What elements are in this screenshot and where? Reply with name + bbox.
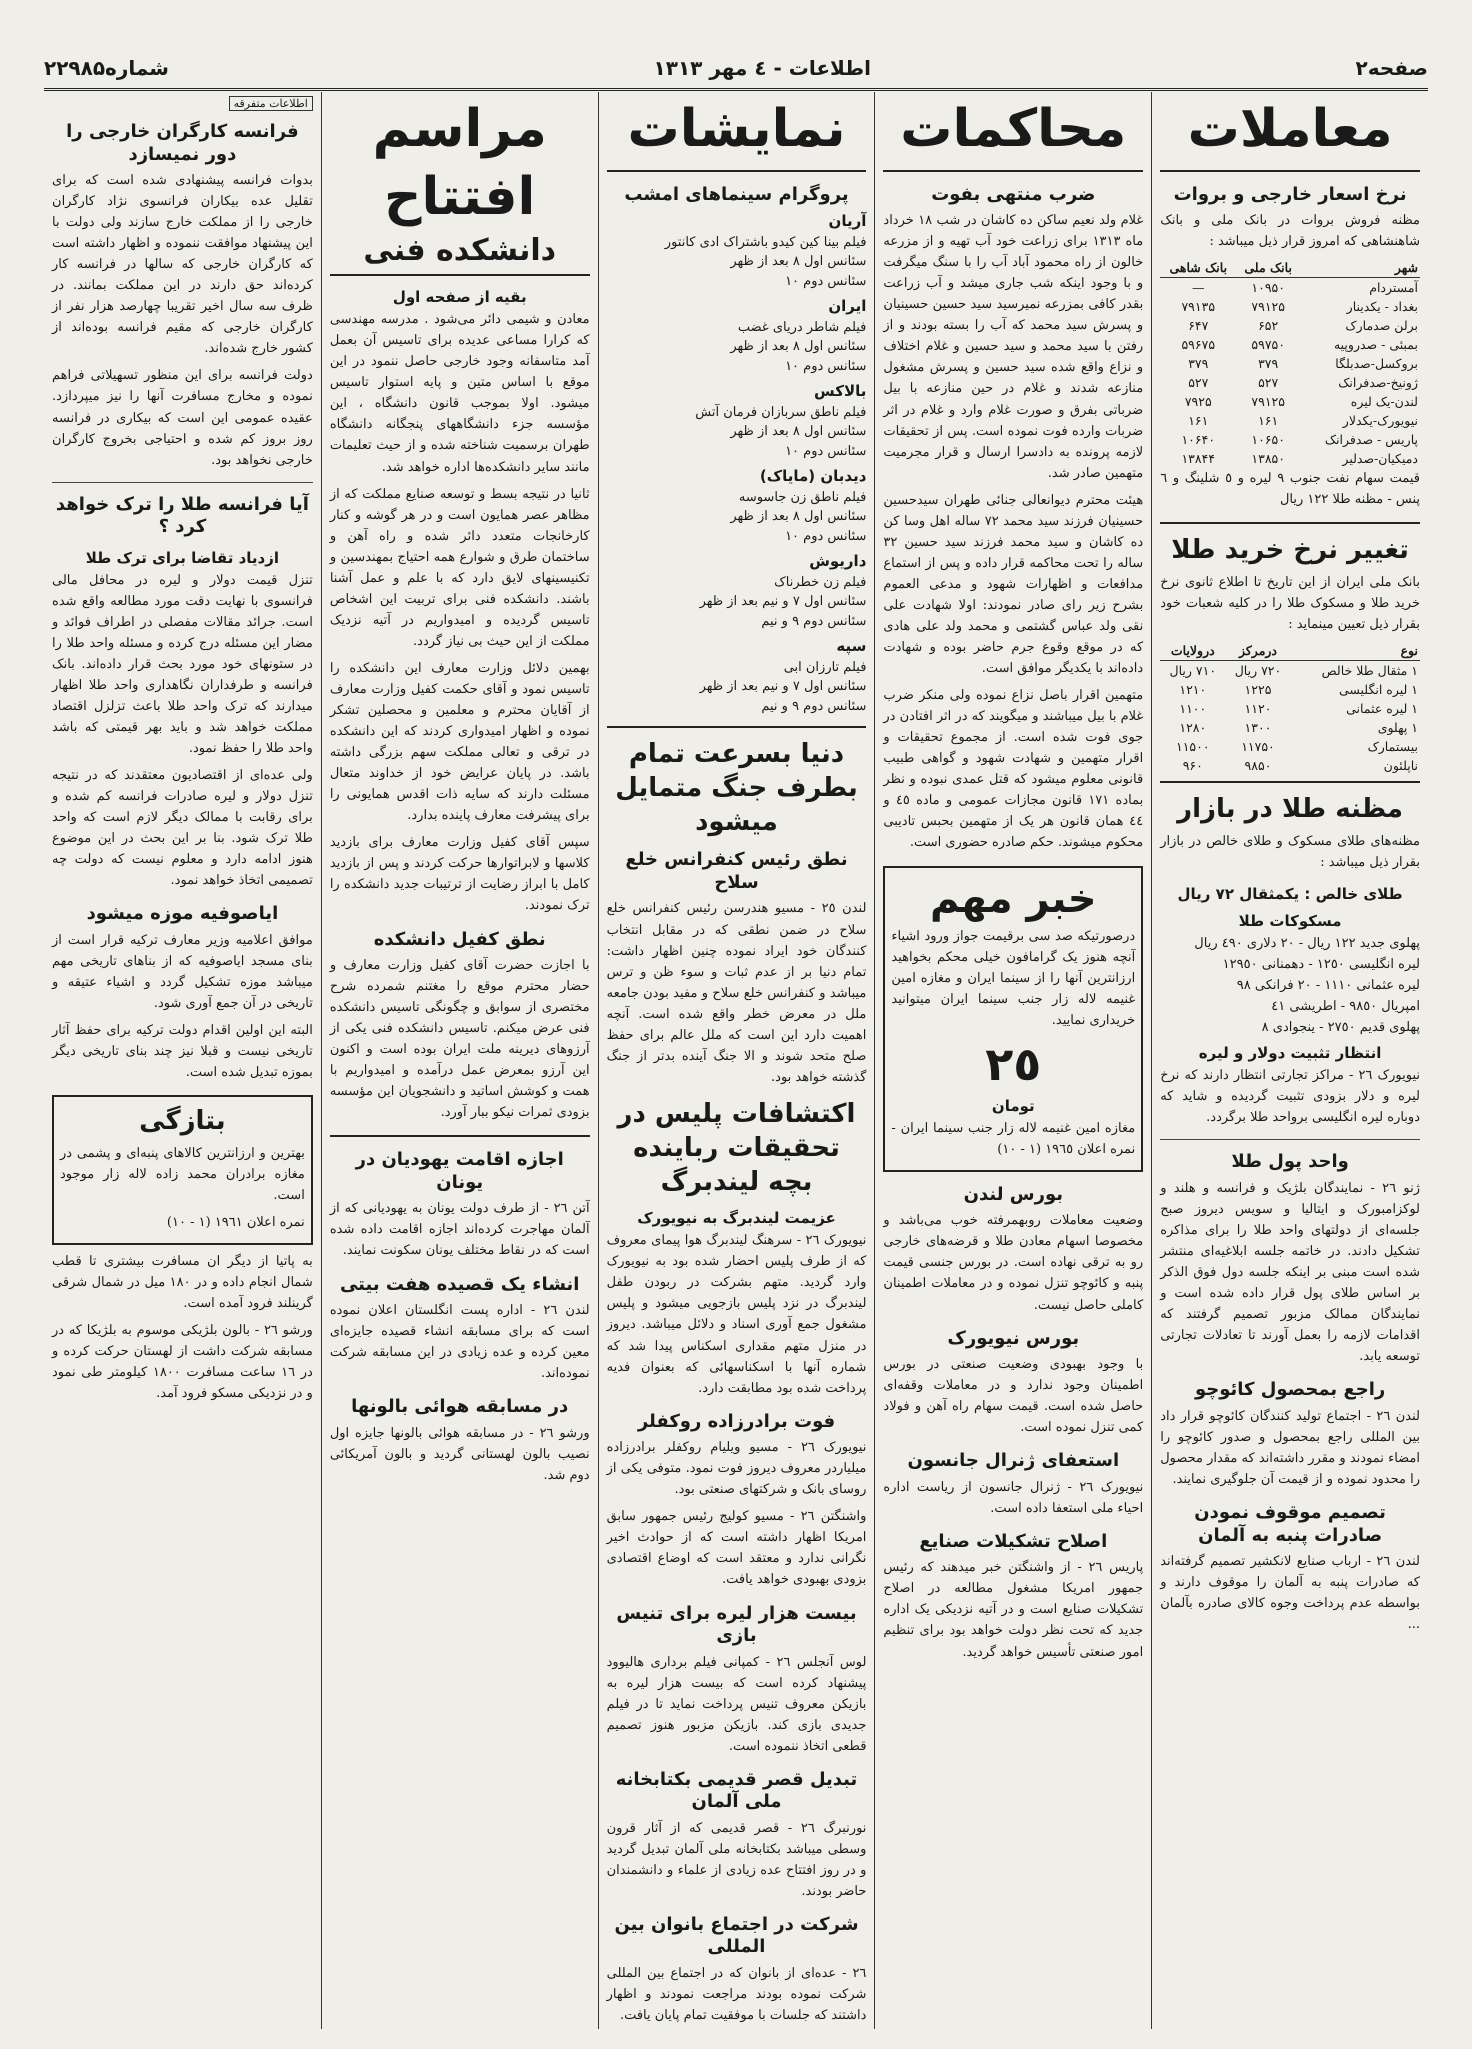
- table-cell: ۱۲۲۵: [1244, 682, 1272, 698]
- table-cell: —: [1192, 280, 1205, 296]
- table-cell: نیویورک-یکدلار: [1342, 413, 1418, 429]
- cinema-name: دیدبان (مایاک): [759, 467, 867, 486]
- table-cell: بمبئی - صدروپیه: [1333, 337, 1418, 353]
- cinema-film: فیلم تارزان ابی: [783, 659, 867, 675]
- ad-price-label: تومان: [991, 1096, 1035, 1115]
- cinema-s1: سئانس اول ۸ بعد از ظهر: [730, 339, 867, 355]
- unit-text: ژنو ٢٦ - نمایندگان بلژیک و فرانسه و هلند و لوکزامبورک و ایتالیا و سویس دیروز صبح جلسه‌ای از دولتهای واحد طلا را برای مذاکره تشکیل دادند. در خاتمه جلسه ابلاغیه‌ای منتشر شده است مبنی بر اینکه جلسه دول فوق الذکر بر اساس طلای پول قرار داده شده است و نمایندگان ممالک مزبور تصمیم گرفتند که اقدامات لازمه را بعمل آورند تا تعادلات تجارتی توسعه یابد.: [1160, 1180, 1420, 1365]
- trial-story-text: هیئت محترم دیوانعالی جنائی طهران سیدحسین حسینیان فرزند سید محمد ٧٢ ساله اهل وسا کن ده کاشان و سید محمد فرزند سید حسین ٣٢ ساله را تحت محاکمه قرار داده و پس از استماع مدافعات و اظهارات شهود و مدعی العموم بشرح زیر رای صادر نمودند: اولا شهادت علی نقی ولد عباس گشتمی و محمد ولد علی هادی که در موقع وقوع جرم حاضر بوده و شهادت داده‌اند با یکدیگر موافق است.: [883, 492, 1144, 677]
- ceremony-text: سپس آقای کفیل وزارت معارف برای بازدید کلاسها و لابراتوارها حرکت کردند و پس از بازدید کامل با ابراز رضایت از ترتیبات جدید دانشکده را ترک نمودند.: [329, 835, 590, 914]
- gold-rates-table: [1160, 641, 1420, 775]
- ad-footer: نمره اعلان ١٩٦١ (١ - ١٠): [166, 1215, 305, 1231]
- resign-text: نیویورک ٢٦ - ژنرال جانسون از ریاست اداره احیاء ملی استعفا داده است.: [883, 1479, 1144, 1516]
- table-cell: ۷۱۰ ریال: [1169, 663, 1217, 679]
- cotton-title: تصمیم موقوف نمودن صادرات پنبه به آلمان: [1194, 1502, 1386, 1546]
- table-row: [1160, 278, 1420, 298]
- greece-text: آتن ٢٦ - از طرف دولت یونان به یهودیانی که از آلمان مهاجرت کرده‌اند اجازه اقامت داده شده است که در نقاط مختلف یونان سکونت نمایند.: [329, 1201, 590, 1259]
- cinema-film: فیلم بینا کین کیدو باشتراک ادی کانتور: [664, 234, 867, 250]
- table-row: [1160, 354, 1420, 373]
- table-row: [1160, 411, 1420, 430]
- cinema-s2: سئانس دوم ۱۰: [785, 528, 867, 544]
- table-cell: ۵۲۷: [1188, 375, 1209, 391]
- speech-text: با اجازت حضرت آقای کفیل وزارت معارف و حضار محترم موقع را مغتنم شمرده شرح مختصری از سوابق و چگونگی تاسیس دانشکده فنی عرض میکنم. تاسیس دانشکده فنی یکی از آرزوهای دیرینه ملت ایران بوده است و اکنون این آرزو بمعرض عمل درآمده و امیدواریم با همت و کوشش اساتید و دانشجویان این مؤسسه بزودی ثمرات نیکو ببار آورد.: [329, 958, 590, 1121]
- palace-text: نورنبرگ ٢٦ - قصر قدیمی که از آثار قرون وسطی میباشد بکتابخانه ملی آلمان تبدیل گردید و در روز افتتاح عده زیادی از علماء و دانشمندان حاضر بودند.: [606, 1820, 867, 1899]
- table-cell: ۱۲۸۰: [1179, 720, 1207, 736]
- cinema-name: سپه: [836, 637, 867, 656]
- trial-story-text: متهمین اقرار باصل نزاع نموده ولی منکر ضرب غلام با بیل میباشند و میگویند که در اثر افتادن در جوی فوت شده است. از مجموع تحقیقات و اقرار متهمین و شهادت شهود و گواهی طبیب قانونی معلوم میشود که قتل عمدی نبوده و نظر بماده ١٧١ قانون مجازات عمومی و ماده ٤٥ و ٤٤ همان قانون هر یک از متهمین بحبس تادیبی محکوم میشوند. حکم صادره حضوری است.: [883, 688, 1144, 851]
- coin-price: پهلوی جدید ١٢٢ ریال - ٢٠ دلاری ٤٩٠ ریال: [1194, 936, 1420, 952]
- table-cell: ۱۱۰۰: [1179, 701, 1207, 717]
- poem-title: انشاء یک قصیده هفت بیتی: [339, 1273, 580, 1295]
- table-row: [1160, 737, 1420, 756]
- table-cell: ۶۵۲: [1258, 318, 1279, 334]
- coin-price: امپریال ٩٨٥٠ - اطریشی ٤١: [1271, 999, 1420, 1015]
- misc-story-text: به پاتیا از دیگر ان مسافرت بیشتری تا قطب شمال انجام داده و در ۱۸۰ میل در شمال شرقی گرینلند فرود آمده است.: [52, 1254, 313, 1312]
- cinema-listing: [607, 380, 867, 461]
- trial-story-title: ضرب منتهی بفوت: [931, 183, 1096, 205]
- ceremony-text: بهمین دلائل وزارت معارف این دانشکده را تاسیس نمود و آقای حکمت کفیل وزارت معارف از آقایان محترم و معلمین و محصلین تشکر نموده و اظهار امیدواری کردند که این دانشکده در ترقی و تعالی مملکت سهم بزرگی داشته باشد. در پایان عرایض خود از خداوند متعال مسئلت دارند که سایه ذات اقدس همایونی را برای پیشرفت معارف پاینده بدارد.: [329, 660, 590, 824]
- column-trials: [874, 92, 1151, 2029]
- cinema-name: آریان: [828, 212, 867, 231]
- cinema-s2: سئانس دوم ۱۰: [785, 358, 867, 374]
- column-title-transactions: معاملات: [1160, 96, 1420, 172]
- cinema-name: داریوش: [809, 552, 867, 571]
- cinema-listing: [607, 295, 867, 376]
- table-cell: ۷۹۲۵: [1184, 394, 1212, 410]
- table-header: بانک شاهی: [1160, 258, 1236, 278]
- table-row: [1160, 392, 1420, 411]
- rates-note: قیمت سهام نفت جنوب ٩ لیره و ٥ شلینگ و ٦ پنس - مظنه طلا ١٢٢ ریال: [1160, 471, 1420, 508]
- cinema-s2: سئانس دوم ۱۰: [785, 443, 867, 459]
- cinema-listing: [607, 550, 867, 631]
- ceremony-text: ثانیا در نتیجه بسط و توسعه صنایع مملکت که از مظاهر عصر همایون است و در هر گوشه و کنار کارخانجات متعدد دائر شده و راه آهن و ساختمان طرق و شوارع همه احتیاج بمهندسین و تکنیسینهای لایق دارد که با علم و عمل آشنا باشند. دانشکده فنی برای تربیت این اشخاص تاسیس گردیده و امیدواریم در آتیه نزدیک مملکت از این حیث بی نیاز گردد.: [329, 486, 590, 649]
- war-headline: دنیا بسرعت تمام بطرف جنگ متمایل میشود: [615, 739, 858, 837]
- masthead: [44, 48, 1428, 91]
- table-header: درولایات: [1160, 641, 1225, 661]
- table-cell: ناپلئون: [1383, 758, 1418, 774]
- ad-text: درصورتیکه صد سی برقیمت جواز ورود اشیاء آنچه هنوز یک گرامافون خیلی محکم بخواهید ارزانترین آنها را از سینما ایران و مغازه امین غنیمه لاله زار جنب سینما ایران میتوانید خریداری نمایید.: [891, 928, 1136, 1028]
- poem-text: لندن ٢٦ - اداره پست انگلستان اعلان نموده است که برای مسابقه انشاء قصیده جایزه‌ای معین کرده و عده زیادی در این مسابقه شرکت نموده‌اند.: [329, 1303, 590, 1382]
- unit-title: واحد پول طلا: [1231, 1151, 1349, 1173]
- table-cell: برلن صدمارک: [1345, 318, 1418, 334]
- cotton-text: لندن ٢٦ - ارباب صنایع لانکشیر تصمیم گرفته‌اند که صادرات پنبه به آلمان را موقوف دارند و بواسطه عدم پرداخت وجوه کالای صادره بآلمان ...: [1160, 1554, 1421, 1633]
- cinema-program-title: پروگرام سینماهای امشب: [624, 183, 849, 205]
- cinema-s1: سئانس اول ۷ و نیم بعد از ظهر: [699, 679, 867, 695]
- table-cell: ۷۲۰ ریال: [1234, 663, 1282, 679]
- table-row: [1160, 373, 1420, 392]
- cinema-film: فیلم ناطق سربازان فرمان آتش: [695, 404, 867, 420]
- important-news-ad: [883, 866, 1143, 1172]
- section-kicker: اطلاعات متفرقه: [229, 96, 313, 111]
- table-cell: ۳۷۹: [1188, 356, 1209, 372]
- page-label: صفحه۲: [1355, 56, 1428, 80]
- table-cell: ۹۸۵۰: [1244, 758, 1272, 774]
- death-title: فوت برادرزاده روکفلر: [637, 1410, 836, 1432]
- table-cell: ۱ لیره عثمانی: [1346, 701, 1418, 717]
- cinema-list: [607, 210, 867, 720]
- reform-text: پاریس ٢٦ - از واشنگتن خبر میدهند که رئیس جمهور امریکا مشغول مطالعه در اصلاح تشکیلات صنایع است و در آتیه نزدیکی یک اداره جدید که تحت نظر دولت خواهد بود برای تنظیم امور صنعتی تأسیس خواهد گردید.: [883, 1560, 1144, 1660]
- death-text: نیویورک ٢٦ - مسیو ویلیام روکفلر برادرزاده میلیاردر معروف دیروز فوت نمود. متوفی یکی از روسای بانک و شرکتهای صنعتی بود.: [606, 1440, 867, 1498]
- table-cell: ۱۶۱: [1258, 413, 1279, 429]
- tennis-title: بیست هزار لیره برای تنیس بازی: [616, 1602, 857, 1646]
- table-cell: ۱۰۶۵۰: [1251, 432, 1285, 448]
- table-cell: ۱۰۹۵۰: [1251, 280, 1285, 296]
- table-cell: ۱ پهلوی: [1377, 720, 1418, 736]
- london-bourse-title: بورس لندن: [963, 1183, 1063, 1205]
- table-row: [1160, 680, 1420, 699]
- divider: [330, 1135, 590, 1137]
- misc-story-text: بدوات فرانسه پیشنهادی شده است که برای تقلیل عده بیکاران فرانسوی نژاد کارگران خارجی را از مملکت خارج سازند ولی دولت با این پیشنهاد موافقت ننموده و اظهار داشته است که کارگران خارجی که سالها در فرانسه کار کرده‌اند حق دارند در این مملکت بمانند. در ظرف سه سال اخیر تقریبا چهارصد هزار نفر از کارگران خارجی که مقیم فرانسه بوده‌اند از کشور خارج شده‌اند.: [52, 173, 313, 357]
- police-headline: اکتشافات پلیس در تحقیقات رباینده بچه لیندبرگ: [617, 1098, 856, 1197]
- table-cell: ۱۱۷۵۰: [1241, 739, 1275, 755]
- cinema-s2: سئانس دوم ۹ و نیم: [761, 613, 867, 629]
- coin-price: لیره انگلیسی ١٢٥٠ - دهمنانی ١٢٩٥٠: [1222, 957, 1420, 973]
- table-cell: بغداد - یکدینار: [1346, 299, 1418, 315]
- table-cell: ۱۶۱: [1188, 413, 1209, 429]
- table-header-row: [1160, 258, 1420, 278]
- table-row: [1160, 699, 1420, 718]
- table-cell: ۱۳۸۵۰: [1251, 451, 1285, 467]
- table-cell: ۱۳۸۴۴: [1181, 451, 1216, 467]
- table-cell: ۱۱۵۰۰: [1176, 739, 1210, 755]
- ny-bourse-title: بورس نیویورک: [947, 1327, 1080, 1349]
- speech-title: نطق کفیل دانشکده: [373, 928, 546, 950]
- palace-title: تبدیل قصر قدیمی بکتابخانه ملی آلمان: [615, 1768, 858, 1813]
- column-subtitle-ceremony: دانشکده فنی: [363, 233, 557, 269]
- ad-footer: مغازه امین غنیمه لاله زار جنب سینما ایران - نمره اعلان ١٩٦٥ (١ - ١٠): [891, 1120, 1136, 1157]
- table-row: [1160, 756, 1420, 775]
- police-subheadline: عزیمت لیندبرگ به نیویورک: [637, 1209, 836, 1228]
- misc-story-text: دولت فرانسه برای این منظور تسهیلاتی فراهم نموده و مخارج مسافرت آنها را نیز میپردازد. عقیده عمومی این است که بیکاری در فرانسه روز بروز کم شده و احتیاجی بخروج کارگران خارجی نخواهد بود.: [52, 368, 313, 468]
- womens-text: ٢٦ - عده‌ای از بانوان که در اجتماع بین المللی شرکت نموده بودند مراجعت نمودند و اظهار داشتند که جلسات با موفقیت تمام پایان یافت.: [606, 1965, 867, 2024]
- market-gold: طلای خالص : یکمثقال ٧٢ ریال: [1177, 885, 1403, 904]
- table-header: نوع: [1291, 641, 1420, 661]
- issue-number: شماره۲۲۹۸۵: [44, 56, 169, 80]
- gold-title: تغییر نرخ خرید طلا: [1171, 535, 1409, 566]
- gold-question-title: آیا فرانسه طلا را ترک خواهد کرد ؟: [55, 493, 309, 538]
- table-cell: ۵۹۶۷۵: [1181, 337, 1216, 353]
- column-misc: [44, 92, 321, 2029]
- table-cell: ۷۹۱۲۵: [1251, 299, 1285, 315]
- war-text: لندن ٢٥ - مسیو هندرسن رئیس کنفرانس خلع سلاح در ضمن نطقی که در مقابل انتخاب کنندگان خود ایراد نموده چنین اظهار داشت: تمام دنیا بر از عدم ثبات و سوء ظن و ترس میباشد و کنفرانس خلع سلاح و مفید بودن جامعه ملل در معرض خطر واقع شده است. آنچه اهمیت دارد این است که ملل عالم برای حفظ صلح متحد شوند و الا جنگ آینده بدتر از جنگ گذشته خواهد بود.: [606, 901, 867, 1085]
- ny-bourse-text: با وجود بهبودی وضعیت صنعتی در بورس اطمینان وجود ندارد و در معاملات وقفه‌ای حاصل شده است. قیمت سهام راه آهن و فولاد کمی تنزل نموده است.: [883, 1357, 1144, 1436]
- hagia-sophia-text: البته این اولین اقدام دولت ترکیه برای حفظ آثار تاریخی نیست و قبلا نیز چند بنای تاریخی دیگر بموزه تبدیل شده است.: [52, 1023, 313, 1081]
- market-title: مظنه طلا در بازار: [1177, 794, 1404, 825]
- resign-title: استعفای ژنرال جانسون: [907, 1450, 1120, 1472]
- hagia-sophia-text: موافق اعلامیه وزیر معارف ترکیه قرار است از بنای مسجد ایاصوفیه که از بناهای تاریخی مهم میباشد موزه تشکیل گردد و اشیاء عتیقه و تاریخی در آن جمع آوری شود.: [52, 932, 313, 1011]
- table-cell: ۱۲۱۰: [1179, 682, 1207, 698]
- cinema-listing: [607, 210, 867, 291]
- balloon-text: ورشو ٢٦ - در مسابقه هوائی بالونها جایزه اول نصیب بالون لهستانی گردید و بالون آمریکائی دوم شد.: [329, 1425, 590, 1483]
- cinema-s1: سئانس اول ۸ بعد از ظهر: [730, 424, 867, 440]
- table-cell: ۹۶۰: [1182, 758, 1203, 774]
- table-cell: ژونیخ-صدفرانک: [1338, 375, 1418, 391]
- table-row: [1160, 430, 1420, 449]
- divider: [1160, 522, 1420, 524]
- column-title-ceremony: مراسم افتتاح: [372, 99, 547, 227]
- divider: [52, 482, 313, 483]
- table-row: [1160, 335, 1420, 354]
- table-cell: ۱۱۲۰: [1244, 701, 1272, 717]
- table-cell: ۵۲۷: [1258, 375, 1279, 391]
- cinema-s1: سئانس اول ۷ و نیم بعد از ظهر: [699, 594, 867, 610]
- misc-story-title: فرانسه کارگران خارجی را دور نمیسازد: [66, 121, 299, 165]
- gold-intro: بانک ملی ایران از این تاریخ تا اطلاع ثانوی نرخ خرید طلا و مسکوک طلا را در کلیه شعبات خود بقرار ذیل تعیین مینماید :: [1160, 575, 1420, 633]
- war-subheadline: نطق رئیس کنفرانس خلع سلاح: [625, 849, 848, 893]
- table-row: [1160, 449, 1420, 468]
- table-cell: پاریس - صدفرانک: [1324, 432, 1418, 448]
- rubber-title: راجع بمحصول کائوچو: [1194, 1379, 1386, 1401]
- dollar-text: نیویورک ٢٦ - مراکز تجارتی انتظار دارند که نرخ لیره و دلار بزودی تثبیت گردیده و شاید که دوباره لیره انگلیسی برواحد طلا برگردد.: [1160, 1068, 1420, 1126]
- cinema-s1: سئانس اول ۸ بعد از ظهر: [730, 254, 867, 270]
- column-title-trials: محاکمات: [883, 96, 1143, 172]
- ad-title: خبر مهم: [930, 875, 1097, 922]
- rates-title: نرخ اسعار خارجی و بروات: [1173, 183, 1407, 205]
- table-header: درمرکز: [1225, 641, 1290, 661]
- ad-price: ٢٥: [985, 1036, 1042, 1091]
- table-row: [1160, 718, 1420, 737]
- coolidge-text: واشنگتن ٢٦ - مسیو کولیج رئیس جمهور سابق امریکا اظهار داشته است که از حوادث اخیر نگرانی ندارد و معتقد است که اوضاع اقتصادی بزودی بهبودی خواهد یافت.: [606, 1509, 867, 1588]
- divider: [1160, 781, 1420, 783]
- column-transactions: [1151, 92, 1428, 2029]
- table-cell: ۱۰۶۴۰: [1181, 432, 1216, 448]
- table-cell: بیستمارک: [1367, 739, 1418, 755]
- gold-question-subtitle: ازدیاد تقاضا برای ترک طلا: [85, 548, 280, 567]
- cinema-s2: سئانس دوم ۱۰: [785, 273, 867, 289]
- reform-title: اصلاح تشکیلات صنایع: [919, 1530, 1108, 1552]
- market-intro: مظنه‌های طلای مسکوک و طلای خالص در بازار بقرار ذیل میباشد :: [1160, 834, 1420, 871]
- issue-date: اطلاعات - ٤ مهر ١٣١٣: [653, 56, 871, 80]
- rubber-text: لندن ٢٦ - اجتماع تولید کنندگان کائوچو قرار داد بین المللی راجع بمحصول و صدور کائوچو را امضاء نمودند و مقرر داشته‌اند که مقدار محصول را محدود نموده و از قیمت آن جلوگیری نمایند.: [1160, 1408, 1420, 1488]
- table-cell: ۱ لیره انگلیسی: [1338, 682, 1418, 698]
- gold-question-text: ولی عده‌ای از اقتصادیون معتقدند که در نتیجه تنزل دولار و لیره صادرات فرانسه کم شده و برای رقابت با ممالک دیگر لازم است که واحد طلا ترک شود. بنا بر این بحث در این موضوع هنوز ادامه دارد و معلوم نیست که دولت چه تصمیمی اتخاذ خواهد نمود.: [52, 768, 313, 889]
- exchange-rates-table: [1160, 258, 1420, 468]
- gold-question-text: تنزل قیمت دولار و لیره در محافل مالی فرانسوی با نهایت دقت مورد مطالعه واقع شده است. جرائد مقالات مفصلی در اطراف فوائد و مضار این مسئله درج کرده و مسئله واحد طلا را در ستونهای خود مورد بحث قرار داده‌اند. بانک فرانسه و طرفداران نگاهداری واحد طلا اظهار میدارند که ترک واحد طلا باعث تزلزل اقتصاد مملکت خواهد شد و باید بهر قیمتی که باشد واحد طلا را حفظ نمود.: [52, 572, 313, 757]
- ceremony-text: معادن و شیمی دائر می‌شود . مدرسه مهندسی که کرارا مساعی عدیده برای تاسیس آن بعمل آمد متاسفانه وجود خارجی حاصل ننمود در این موقع با اساس متین و پایه استوار تاسیس میشود. اولا بموجب قانون دانشگاه ، این مؤسسه جزء دانشگاههای پنجگانه دانشگاه طهران برسمیت شناخته شده و از حیث تعلیمات مانند سایر دانشکده‌ها اداره خواهد شد.: [329, 312, 590, 475]
- cinema-film: فیلم شاطر دریای غضب: [737, 319, 867, 335]
- cinema-name: ایران: [828, 297, 867, 316]
- cinema-film: فیلم زن خطرناک: [774, 574, 867, 590]
- cinema-s1: سئانس اول ۸ بعد از ظهر: [730, 509, 867, 525]
- table-cell: لندن-یک لیره: [1350, 394, 1418, 410]
- coin-price: پهلوی قدیم ٢٧٥٠ - ینجوادی ٨: [1261, 1020, 1420, 1036]
- column-title-shows: نمایشات: [607, 96, 867, 172]
- columns: [44, 92, 1428, 2029]
- table-row: [1160, 297, 1420, 316]
- table-cell: ۱ مثقال طلا خالص: [1321, 663, 1418, 679]
- table-cell: ۱۳۰۰: [1244, 720, 1272, 736]
- rates-subtitle: مظنه فروش بروات در بانک ملی و بانک شاهنشاهی که امروز قرار ذیل میباشد :: [1160, 213, 1420, 250]
- dollar-title: انتظار تثبیت دولار و لیره: [1198, 1044, 1382, 1063]
- table-cell: ۳۷۹: [1258, 356, 1279, 372]
- london-bourse-text: وضعیت معاملات روبهمرفته خوب می‌باشد و مخصوصا اسهام معادن طلا و قرضه‌های خارجی رو به ترقی نهاده است. در بورس جنسی قیمت پنبه و کائوچو تنزل نموده و در معاملات اطمینان کاملی حاصل نیست.: [883, 1213, 1144, 1313]
- new-arrivals-ad: [52, 1095, 313, 1245]
- tennis-text: لوس آنجلس ٢٦ - کمپانی فیلم برداری هالیوود پیشنهاد کرده است که بیست هزار لیره به بازیکن معروف تنیس پرداخت نماید تا در فیلم جدیدی بازی کند. بازیکن مزبور هنوز تصمیم قطعی اتخاذ ننموده است.: [606, 1654, 867, 1754]
- table-header: بانک ملی: [1236, 258, 1300, 278]
- table-cell: ۵۹۷۵۰: [1251, 337, 1285, 353]
- column-ceremony: [321, 92, 598, 2029]
- table-header-row: [1160, 641, 1420, 661]
- table-row: [1160, 661, 1420, 681]
- divider: [330, 274, 590, 276]
- coin-price: لیره عثمانی ١١١٠ - ٢٠ فرانکی ٩٨: [1236, 978, 1420, 994]
- divider: [607, 726, 867, 728]
- ad-text: بهترین و ارزانترین کالاهای پنبه‌ای و پشمی در مغازه برادران محمد زاده لاله زار موجود است.: [60, 1145, 305, 1204]
- cinema-name: بالاکس: [814, 382, 867, 401]
- ad-title: بتازگی: [139, 1106, 226, 1137]
- cinema-film: فیلم ناطق زن جاسوسه: [738, 489, 867, 505]
- trial-story-text: غلام ولد نعیم ساکن ده کاشان در شب ١٨ خرداد ماه ١٣١٣ برای زراعت خود آب تهیه و از مزرعه خالون از راه محمود آباد آب را با سنگ میگرفت و با وجود اینکه شب جاری میشد و آب زراعت بقدر کافی بمزرعه نمیرسید سید حسین حسینیان و پسرش سید محمد که آب را بسته بودند و از رفتن با سید محمد و سید حسین و غلام اختلاف و نزاع واقع شده سید حسین و پسرش مشغول منازعه شدند و غلام در حین منازعه با بیل ضرباتی بفرق و صورت غلام وارد و غلام در اثر ضربات وارده فوت نموده است. پس از تحقیقات لازمه پرونده به دادسرا ارسال و قرار مجرمیت متهمین صادر شد.: [883, 213, 1144, 481]
- table-cell: ۷۹۱۲۵: [1251, 394, 1285, 410]
- column-shows: [598, 92, 875, 2029]
- hagia-sophia-title: ایاصوفیه موزه میشود: [86, 903, 279, 925]
- police-text: نیویورک ٢٦ - سرهنگ لیندبرگ هوا پیمای معروف که از طرف پلیس احضار شده بود به نیویورک وارد گردید. متهم بشرکت در ربودن طفل لیندبرگ در نزد پلیس بازجویی میشود و پلیس مشغول جمع آوری اسناد و دلائل میباشد. دیروز در منزل متهم مقداری اسکناس پیدا شد که شماره آنها با اسکناسهائی که بعنوان فدیه پرداخت شده بود مطابقت دارد.: [606, 1233, 867, 1396]
- womens-title: شرکت در اجتماع بانوان بین المللی: [614, 1913, 859, 1958]
- table-cell: آمستردام: [1369, 280, 1418, 296]
- table-cell: بروکسل-صدبلگا: [1335, 356, 1418, 372]
- table-row: [1160, 316, 1420, 335]
- continued-note: بقیه از صفحه اول: [392, 288, 527, 307]
- cinema-listing: [607, 465, 867, 546]
- table-cell: ۷۹۱۳۵: [1181, 299, 1216, 315]
- divider: [1160, 1139, 1420, 1140]
- misc-story-text: ورشو ٢٦ - بالون بلژیکی موسوم به بلژیکا که در مسابقه شرکت داشت از لهستان حرکت کرده و در ١٦ ساعت مسافرت ١٨٠٠ کیلومتر طی نمود و در نزدیکی مسکو فرود آمد.: [52, 1323, 313, 1402]
- cinema-s2: سئانس دوم ۹ و نیم: [761, 698, 867, 714]
- greece-title: اجازه اقامت یهودیان در یونان: [355, 1149, 564, 1193]
- table-cell: ۶۴۷: [1188, 318, 1209, 334]
- table-header: شهر: [1300, 258, 1420, 278]
- cinema-listing: [607, 635, 867, 716]
- balloon-title: در مسابقه هوائی بالونها: [351, 1396, 569, 1418]
- coins-title: مسکوکات طلا: [1238, 912, 1342, 931]
- table-cell: دمیکیان-صدلیر: [1342, 451, 1418, 467]
- coins-list: [1160, 933, 1420, 1038]
